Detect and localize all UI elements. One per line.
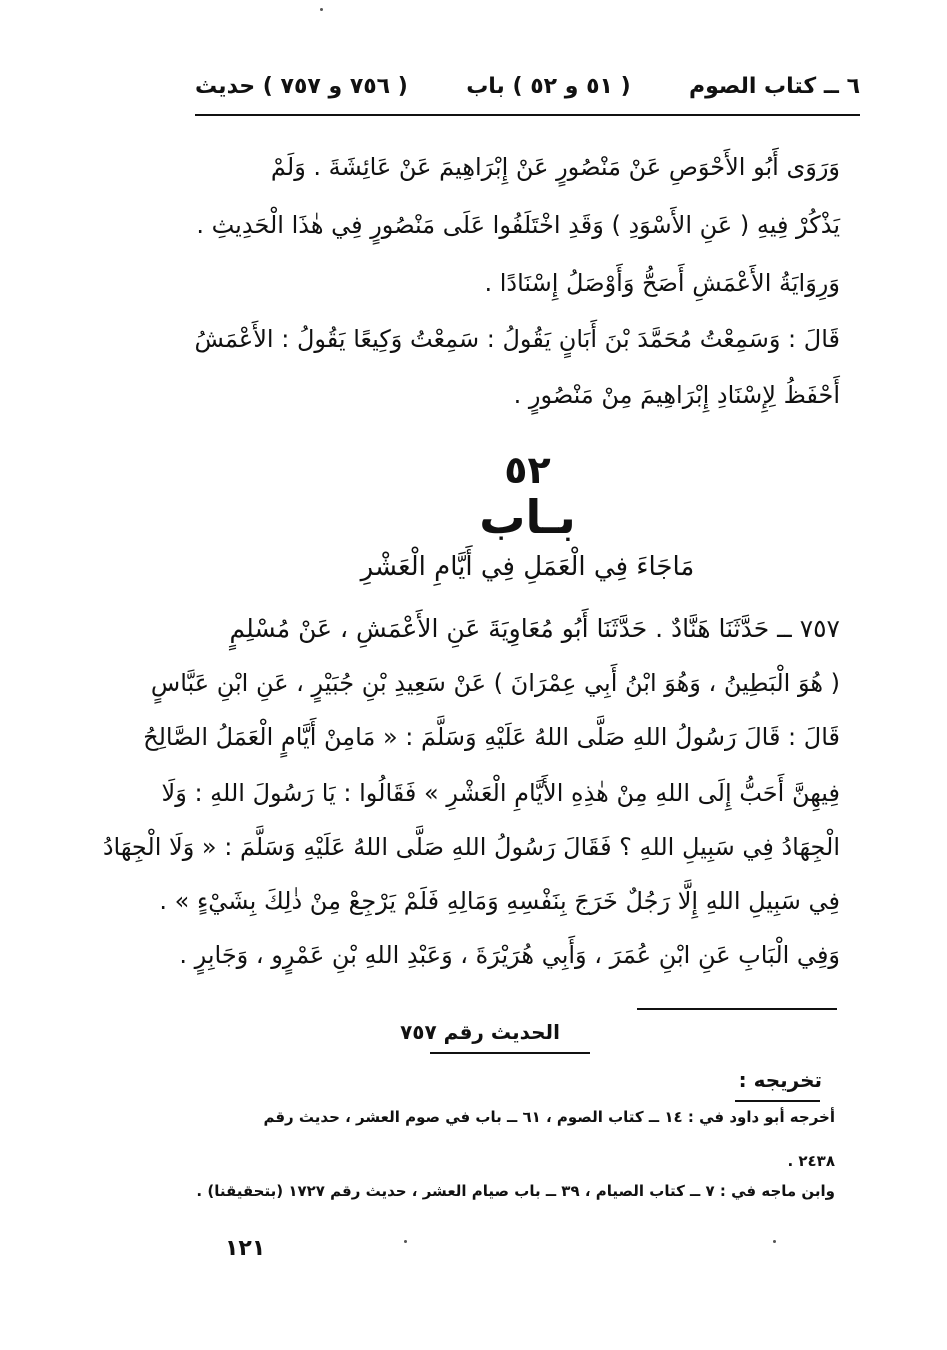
footnote-line: أخرجه أبو داود في : ١٤ ــ كتاب الصوم ، ٦١ ــ باب في صوم العشر ، حديث رقم (263, 1108, 835, 1126)
hadith-line: الْجِهَادُ فِي سَبِيلِ اللهِ ؟ فَقَالَ رَسُولُ اللهِ صَلَّى اللهُ عَلَيْهِ وَسَلَّمَ : « وَلَا الْجِهَادُ (102, 833, 840, 861)
takhrij-underline (735, 1100, 820, 1102)
header-hadith-range: ( ٧٥٦ و ٧٥٧ ) حديث (195, 73, 408, 99)
body-line: وَرِوَايَةُ الأَعْمَشِ أَصَحُّ وَأَوْصَلُ إِسْنَادًا . (484, 269, 840, 297)
header-chapter-range: ( ٥١ و ٥٢ ) باب (466, 73, 631, 99)
chapter-title: مَاجَاءَ فِي الْعَمَلِ فِي أَيَّامِ الْعَشْرِ (360, 552, 695, 582)
body-line: يَذْكُرْ فِيهِ ( عَنِ الأَسْوَدِ ) وَقَدِ اخْتَلَفُوا عَلَى مَنْصُورٍ فِي هٰذَا الْحَدِيثِ . (196, 211, 840, 239)
scan-speck (404, 1240, 407, 1243)
header-divider (195, 114, 860, 116)
scan-speck (773, 1240, 776, 1243)
hadith-line: فِيهِنَّ أَحَبُّ إِلَى اللهِ مِنْ هٰذِهِ الأَيَّامِ الْعَشْرِ » فَقَالُوا : يَا رَسُولَ اللهِ : وَلَا (161, 779, 840, 807)
running-header (195, 58, 860, 114)
hadith-line: وَفِي الْبَابِ عَنِ ابْنِ عُمَرَ ، وَأَبِي هُرَيْرَةَ ، وَعَبْدِ اللهِ بْنِ عَمْرٍو ، وَجَابِرٍ . (179, 941, 840, 969)
takhrij-label: تخريجه : (738, 1068, 822, 1092)
footnote-line: ٢٤٣٨ . (787, 1152, 835, 1170)
chapter-label: بـاب (479, 490, 576, 544)
page-number: ١٢١ (225, 1236, 266, 1261)
body-line: أَحْفَظُ لِإِسْنَادِ إِبْرَاهِيمَ مِنْ مَنْصُورٍ . (513, 381, 840, 409)
body-line: قَالَ : وَسَمِعْتُ مُحَمَّدَ بْنَ أَبَانٍ يَقُولُ : سَمِعْتُ وَكِيعًا يَقُولُ : الأَعْمَشُ (194, 325, 840, 353)
chapter-number: ٥٢ (504, 448, 551, 492)
body-line: وَرَوَى أَبُو الأَحْوَصِ عَنْ مَنْصُورٍ عَنْ إِبْرَاهِيمَ عَنْ عَائِشَةَ . وَلَمْ (270, 153, 840, 181)
footnote-title-underline (430, 1052, 590, 1054)
hadith-line: ( هُوَ الْبَطِينُ ، وَهُوَ ابْنُ أَبِي عِمْرَانَ ) عَنْ سَعِيدِ بْنِ جُبَيْرٍ ، عَنِ ابْنِ عَبَّاسٍ (150, 669, 840, 697)
footnote-separator (637, 1008, 837, 1010)
hadith-line: ٧٥٧ ــ حَدَّثَنَا هَنَّادٌ . حَدَّثَنَا أَبُو مُعَاوِيَةَ عَنِ الأَعْمَشِ ، عَنْ مُسْلِمٍ (229, 614, 840, 643)
scan-speck (320, 8, 323, 11)
footnote-title: الحديث رقم ٧٥٧ (400, 1020, 560, 1044)
header-book-title: ٦ ــ كتاب الصوم (689, 73, 860, 99)
footnote-line: وابن ماجه في : ٧ ــ كتاب الصيام ، ٣٩ ــ باب صيام العشر ، حديث رقم ١٧٢٧ (بتحقيقنا) . (196, 1182, 835, 1200)
hadith-line: فِي سَبِيلِ اللهِ إِلَّا رَجُلٌ خَرَجَ بِنَفْسِهِ وَمَالِهِ فَلَمْ يَرْجِعْ مِنْ ذٰلِكَ بِشَيْءٍ » . (159, 887, 840, 915)
hadith-line: قَالَ : قَالَ رَسُولُ اللهِ صَلَّى اللهُ عَلَيْهِ وَسَلَّمَ : « مَامِنْ أَيَّامٍ الْعَمَلُ الصَّالِحُ (143, 723, 840, 751)
